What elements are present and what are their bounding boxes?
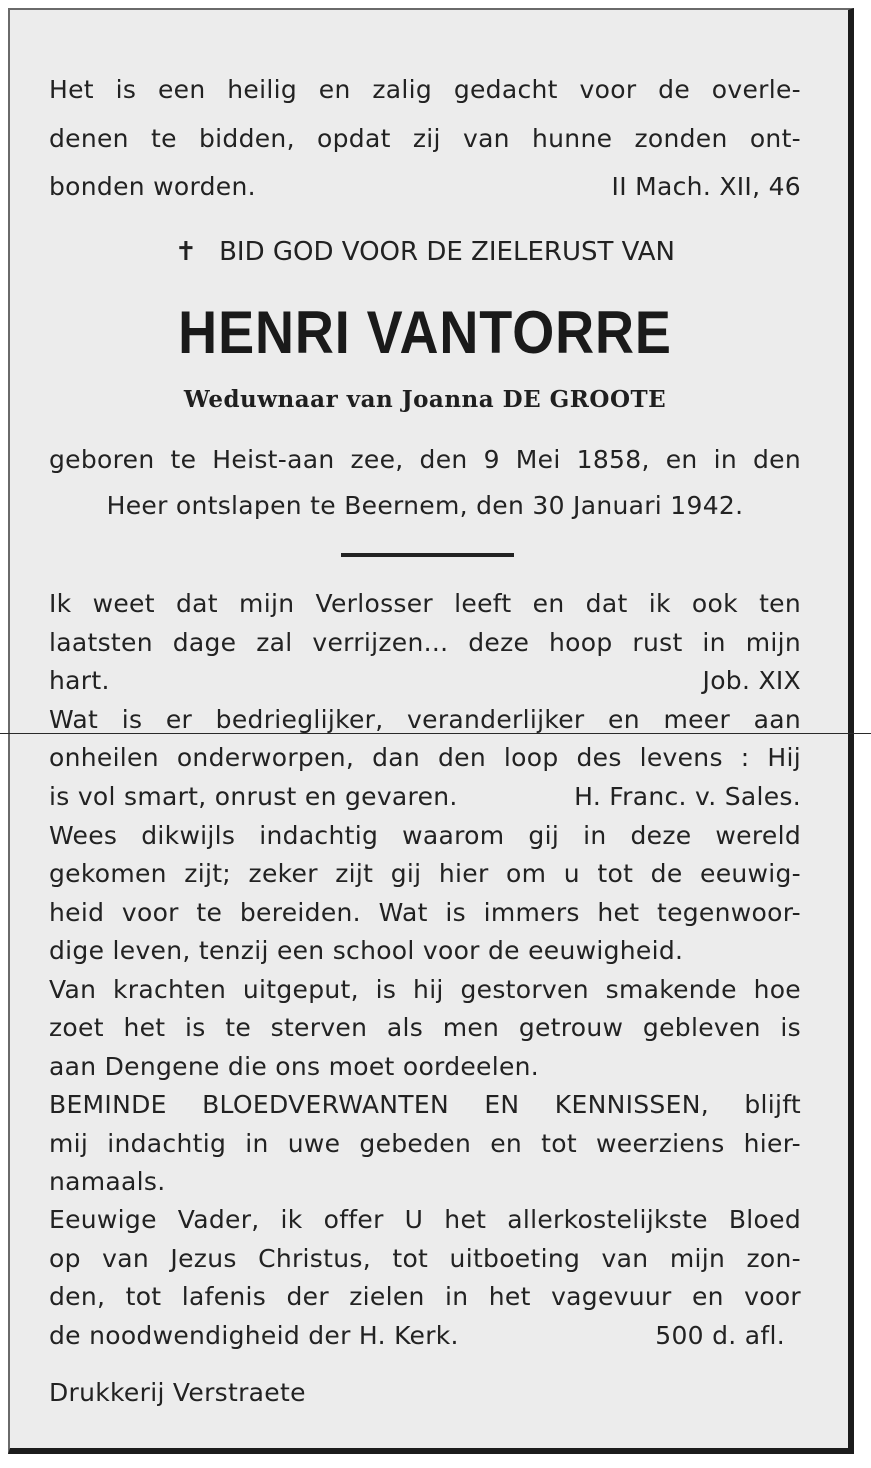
body-line-2: laatsten dage zal verrijzen... deze hoop rust in mijn [49, 628, 801, 657]
body-line-13: aan Dengene die ons moet oordeelen. [49, 1052, 540, 1081]
body-line-12: zoet het is te sterven als men getrouw gebleven is [49, 1013, 801, 1042]
body-line-17: Eeuwige Vader, ik offer U het allerkostelijkste Bloed [49, 1205, 801, 1234]
spouse-line: Weduwnaar van Joanna DE GROOTE [183, 386, 667, 413]
quote-line-3 [49, 171, 801, 203]
quote-line-1: Het is een heilig en zalig gedacht voor de overle- [49, 75, 801, 104]
body-line-3 [49, 665, 801, 697]
body-line-20-text: de noodwendigheid der H. Kerk. [49, 1321, 459, 1350]
body-line-5: onheilen onderworpen, dan den loop des levens : Hij [49, 743, 801, 772]
body-line-7: Wees dikwijls indachtig waarom gij in deze wereld [49, 821, 801, 850]
cross-icon: ✝ [175, 237, 197, 267]
body-line-16: namaals. [49, 1167, 166, 1196]
body-line-19: den, tot lafenis der zielen in het vagevuur en voor [49, 1282, 801, 1311]
body-line-20-source: 500 d. afl. [655, 1321, 785, 1350]
body-line-3-source: Job. XIX [702, 666, 801, 695]
body-line-6 [49, 781, 801, 813]
prayer-heading [49, 237, 801, 267]
quote-line-2: denen te bidden, opdat zij van hunne zonden ont- [49, 124, 801, 153]
body-line-18: op van Jezus Christus, tot uitboeting van mijn zon- [49, 1244, 801, 1273]
birth-line: geboren te Heist-aan zee, den 9 Mei 1858, en in den [49, 445, 801, 474]
body-line-8: gekomen zijt; zeker zijt gij hier om u tot de eeuwig- [49, 859, 801, 888]
body-line-1: Ik weet dat mijn Verlosser leeft en dat ik ook ten [49, 589, 801, 618]
body-line-15: mij indachtig in uwe gebeden en tot weerziens hier- [49, 1129, 801, 1158]
body-line-3-text: hart. [49, 666, 110, 695]
death-line: Heer ontslapen te Beernem, den 30 Januari 1942. [106, 491, 744, 520]
body-line-20 [49, 1320, 785, 1352]
body-line-10: dige leven, tenzij een school voor de eeuwigheid. [49, 936, 684, 965]
quote-line-3-text: bonden worden. [49, 172, 256, 201]
body-line-4: Wat is er bedrieglijker, veranderlijker en meer aan [49, 705, 801, 734]
body-line-6-source: H. Franc. v. Sales. [574, 782, 801, 811]
body-line-6-text: is vol smart, onrust en gevaren. [49, 782, 458, 811]
body-line-11: Van krachten uitgeput, is hij gestorven smakende hoe [49, 975, 801, 1004]
body-line-9: heid voor te bereiden. Wat is immers het tegenwoor- [49, 898, 801, 927]
body-line-14: BEMINDE BLOEDVERWANTEN EN KENNISSEN, blijft [49, 1090, 801, 1119]
separator-rule [341, 553, 514, 557]
deceased-name: HENRI VANTORRE [178, 299, 672, 366]
prayer-heading-text: BID GOD VOOR DE ZIELERUST VAN [219, 237, 675, 267]
printer-credit: Drukkerij Verstraete [49, 1378, 306, 1407]
quote-source: II Mach. XII, 46 [611, 172, 801, 201]
